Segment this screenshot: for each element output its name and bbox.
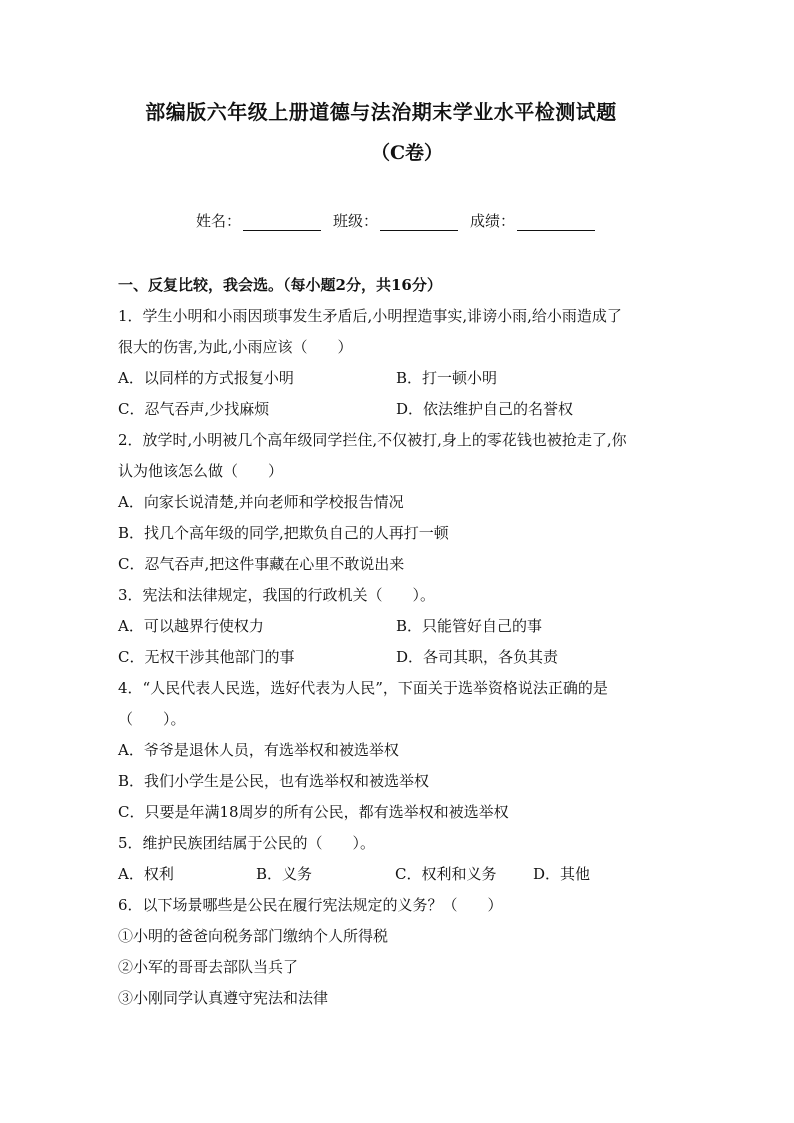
list-item: ①小明的爸爸向税务部门缴纳个人所得税 bbox=[118, 927, 389, 945]
option-b[interactable]: B．打一顿小明 bbox=[396, 369, 498, 387]
option-a[interactable]: A．向家长说清楚,并向老师和学校报告情况 bbox=[118, 493, 404, 511]
option-d[interactable]: D．依法维护自己的名誉权 bbox=[396, 400, 574, 418]
option-b[interactable]: B．我们小学生是公民，也有选举权和被选举权 bbox=[118, 772, 430, 790]
option-a[interactable]: A．可以越界行使权力 bbox=[118, 617, 264, 635]
question-1-stem: 1．学生小明和小雨因琐事发生矛盾后,小明捏造事实,诽谤小雨,给小雨造成了 bbox=[118, 307, 622, 325]
option-c[interactable]: C．无权干涉其他部门的事 bbox=[118, 648, 295, 666]
option-c[interactable]: C．只要是年满18周岁的所有公民，都有选举权和被选举权 bbox=[118, 803, 509, 821]
option-c[interactable]: C．权利和义务 bbox=[395, 865, 497, 883]
question-3-options-row bbox=[118, 642, 678, 673]
list-item: ②小军的哥哥去部队当兵了 bbox=[118, 958, 299, 976]
option-b[interactable]: B．找几个高年级的同学,把欺负自己的人再打一顿 bbox=[118, 524, 449, 542]
option-b[interactable]: B．义务 bbox=[256, 865, 313, 883]
option-c[interactable]: C．忍气吞声,把这件事藏在心里不敢说出来 bbox=[118, 555, 405, 573]
score-blank[interactable] bbox=[517, 212, 595, 231]
question-1-options-row bbox=[118, 394, 678, 425]
question-2-stem: 2．放学时,小明被几个高年级同学拦住,不仅被打,身上的零花钱也被抢走了,你 bbox=[118, 431, 627, 449]
question-1-options-row bbox=[118, 363, 678, 394]
question-3-options-row bbox=[118, 611, 678, 642]
option-a[interactable]: A．以同样的方式报复小明 bbox=[118, 369, 294, 387]
section-heading: 一、反复比较，我会选。（每小题2分，共16分） bbox=[118, 276, 442, 294]
name-label: 姓名： bbox=[196, 212, 242, 230]
option-c[interactable]: C．忍气吞声,少找麻烦 bbox=[118, 400, 270, 418]
score-label: 成绩： bbox=[470, 212, 516, 230]
name-blank[interactable] bbox=[243, 212, 321, 231]
list-item: ③小刚同学认真遵守宪法和法律 bbox=[118, 989, 329, 1007]
question-4-stem-cont: （ ）。 bbox=[118, 710, 186, 728]
class-blank[interactable] bbox=[380, 212, 458, 231]
option-d[interactable]: D．各司其职，各负其责 bbox=[396, 648, 559, 666]
option-a[interactable]: A．爷爷是退休人员，有选举权和被选举权 bbox=[118, 741, 399, 759]
question-section bbox=[118, 270, 678, 1014]
question-3-stem: 3．宪法和法律规定，我国的行政机关（ ）。 bbox=[118, 586, 436, 604]
question-5-stem: 5．维护民族团结属于公民的（ ）。 bbox=[118, 834, 376, 852]
option-a[interactable]: A．权利 bbox=[118, 865, 174, 883]
exam-subtitle: （C卷） bbox=[370, 142, 444, 164]
question-4-stem: 4．“人民代表人民选，选好代表为人民”，下面关于选举资格说法正确的是 bbox=[118, 679, 608, 697]
option-b[interactable]: B．只能管好自己的事 bbox=[396, 617, 543, 635]
question-6-stem: 6．以下场景哪些是公民在履行宪法规定的义务？（ ） bbox=[118, 896, 503, 914]
question-2-stem-cont: 认为他该怎么做（ ） bbox=[118, 462, 284, 480]
question-1-stem-cont: 很大的伤害,为此,小雨应该（ ） bbox=[118, 338, 353, 356]
class-label: 班级： bbox=[333, 212, 379, 230]
exam-title: 部编版六年级上册道德与法治期末学业水平检测试题 bbox=[145, 100, 617, 124]
question-5-options-row bbox=[118, 859, 678, 890]
student-info-row bbox=[196, 210, 607, 231]
option-d[interactable]: D．其他 bbox=[533, 865, 591, 883]
